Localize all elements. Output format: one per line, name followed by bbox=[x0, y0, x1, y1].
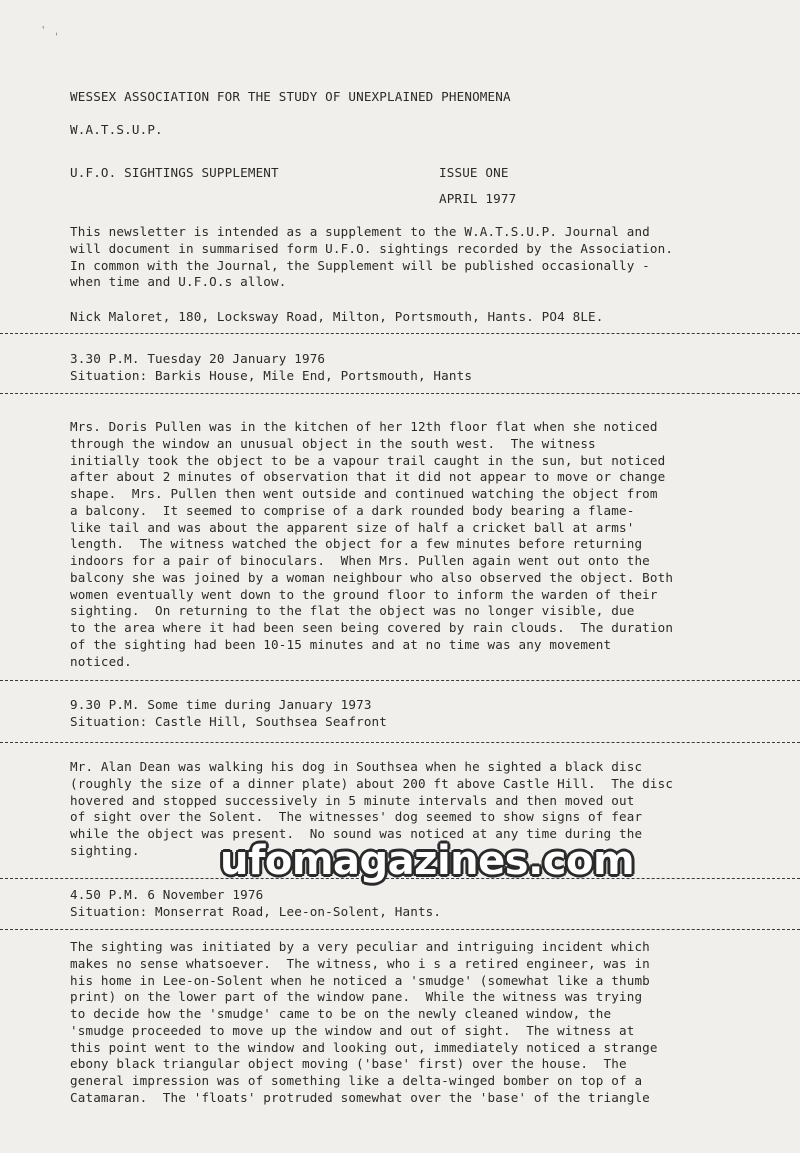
dashed-divider bbox=[0, 333, 800, 334]
supplement-title: U.F.O. SIGHTINGS SUPPLEMENT bbox=[70, 165, 279, 180]
intro-paragraph bbox=[70, 224, 730, 291]
body-line: of the sighting had been 10-15 minutes and at no time was any movement bbox=[70, 636, 612, 652]
body-line: this point went to the window and looking out, immediately noticed a strange bbox=[70, 1039, 658, 1055]
sighting-body bbox=[70, 419, 730, 670]
sighting-time: 3.30 P.M. Tuesday 20 January 1976 bbox=[70, 351, 326, 366]
sighting-body bbox=[70, 939, 730, 1107]
body-line: noticed. bbox=[70, 653, 132, 669]
body-line: to the area where it had been seen being covered by rain clouds. The duration bbox=[70, 620, 674, 635]
dashed-divider bbox=[0, 742, 800, 743]
sighting-situation: Situation: Monserrat Road, Lee-on-Solent, Hants. bbox=[70, 904, 442, 919]
body-line: his home in Lee-on-Solent when he noticed a 'smudge' (somewhat like a thumb bbox=[70, 972, 650, 988]
body-line: balcony she was joined by a woman neighbour who also observed the object. Both bbox=[70, 569, 674, 585]
body-line: while the object was present. No sound was noticed at any time during the bbox=[70, 826, 643, 841]
body-line: initially took the object to be a vapour trail caught in the sun, but noticed bbox=[70, 452, 666, 468]
intro-line: when time and U.F.O.s allow. bbox=[70, 274, 287, 290]
issue-date: APRIL 1977 bbox=[439, 191, 517, 206]
sighting-time: 4.50 P.M. 6 November 1976 bbox=[70, 887, 264, 902]
body-line: sighting. On returning to the flat the object was no longer visible, due bbox=[70, 603, 635, 619]
body-line: print) on the lower part of the window pane. While the witness was trying bbox=[70, 989, 643, 1005]
body-line: after about 2 minutes of observation that it did not appear to move or change bbox=[70, 469, 666, 485]
sighting-time: 9.30 P.M. Some time during January 1973 bbox=[70, 697, 372, 712]
org-title: WESSEX ASSOCIATION FOR THE STUDY OF UNEXPLAINED PHENOMENA bbox=[70, 89, 511, 104]
body-line: Mrs. Doris Pullen was in the kitchen of her 12th floor flat when she noticed bbox=[70, 419, 658, 434]
issue-label: ISSUE ONE bbox=[439, 165, 509, 180]
body-line: makes no sense whatsoever. The witness, who i s a retired engineer, was in bbox=[70, 955, 650, 971]
body-line: length. The witness watched the object for a few minutes before returning bbox=[70, 536, 643, 552]
body-line: hovered and stopped successively in 5 minute intervals and then moved out bbox=[70, 792, 635, 808]
dashed-divider bbox=[0, 680, 800, 681]
body-line: a balcony. It seemed to comprise of a dark rounded body bearing a flame- bbox=[70, 502, 635, 518]
body-line: Mr. Alan Dean was walking his dog in Southsea when he sighted a black disc bbox=[70, 759, 643, 774]
margin-marks: ʿ ˌ bbox=[40, 24, 60, 37]
intro-line: This newsletter is intended as a supplement to the W.A.T.S.U.P. Journal and bbox=[70, 224, 650, 239]
body-line: indoors for a pair of binoculars. When Mrs. Pullen again went out onto the bbox=[70, 553, 650, 568]
body-line: (roughly the size of a dinner plate) about 200 ft above Castle Hill. The disc bbox=[70, 775, 674, 791]
body-line: 'smudge proceeded to move up the window and out of sight. The witness at bbox=[70, 1022, 635, 1038]
body-line: shape. Mrs. Pullen then went outside and continued watching the object from bbox=[70, 486, 658, 501]
body-line: of sight over the Solent. The witnesses' dog seemed to show signs of fear bbox=[70, 809, 643, 825]
body-line: The sighting was initiated by a very peculiar and intriguing incident which bbox=[70, 939, 650, 954]
dashed-divider bbox=[0, 393, 800, 394]
org-acronym: W.A.T.S.U.P. bbox=[70, 122, 163, 137]
body-line: general impression was of something like a delta-winged bomber on top of a bbox=[70, 1073, 643, 1088]
body-line: Catamaran. The 'floats' protruded somewhat over the 'base' of the triangle bbox=[70, 1089, 650, 1105]
body-line: through the window an unusual object in the south west. The witness bbox=[70, 435, 596, 451]
body-line: sighting. bbox=[70, 842, 140, 858]
dashed-divider bbox=[0, 929, 800, 930]
contact-address: Nick Maloret, 180, Locksway Road, Milton, Portsmouth, Hants. PO4 8LE. bbox=[70, 309, 604, 324]
body-line: like tail and was about the apparent size of half a cricket ball at arms' bbox=[70, 519, 635, 535]
body-line: women eventually went down to the ground floor to inform the warden of their bbox=[70, 586, 658, 602]
watermark-text: ufomagazines.com bbox=[220, 838, 635, 884]
body-line: to decide how the 'smudge' came to be on the newly cleaned window, the bbox=[70, 1006, 612, 1021]
intro-line: will document in summarised form U.F.O. sightings recorded by the Association. bbox=[70, 240, 674, 256]
intro-line: In common with the Journal, the Supplement will be published occasionally - bbox=[70, 257, 650, 273]
sighting-situation: Situation: Barkis House, Mile End, Portsmouth, Hants bbox=[70, 368, 473, 383]
sighting-situation: Situation: Castle Hill, Southsea Seafront bbox=[70, 714, 388, 729]
body-line: ebony black triangular object moving ('base' first) over the house. The bbox=[70, 1056, 627, 1072]
